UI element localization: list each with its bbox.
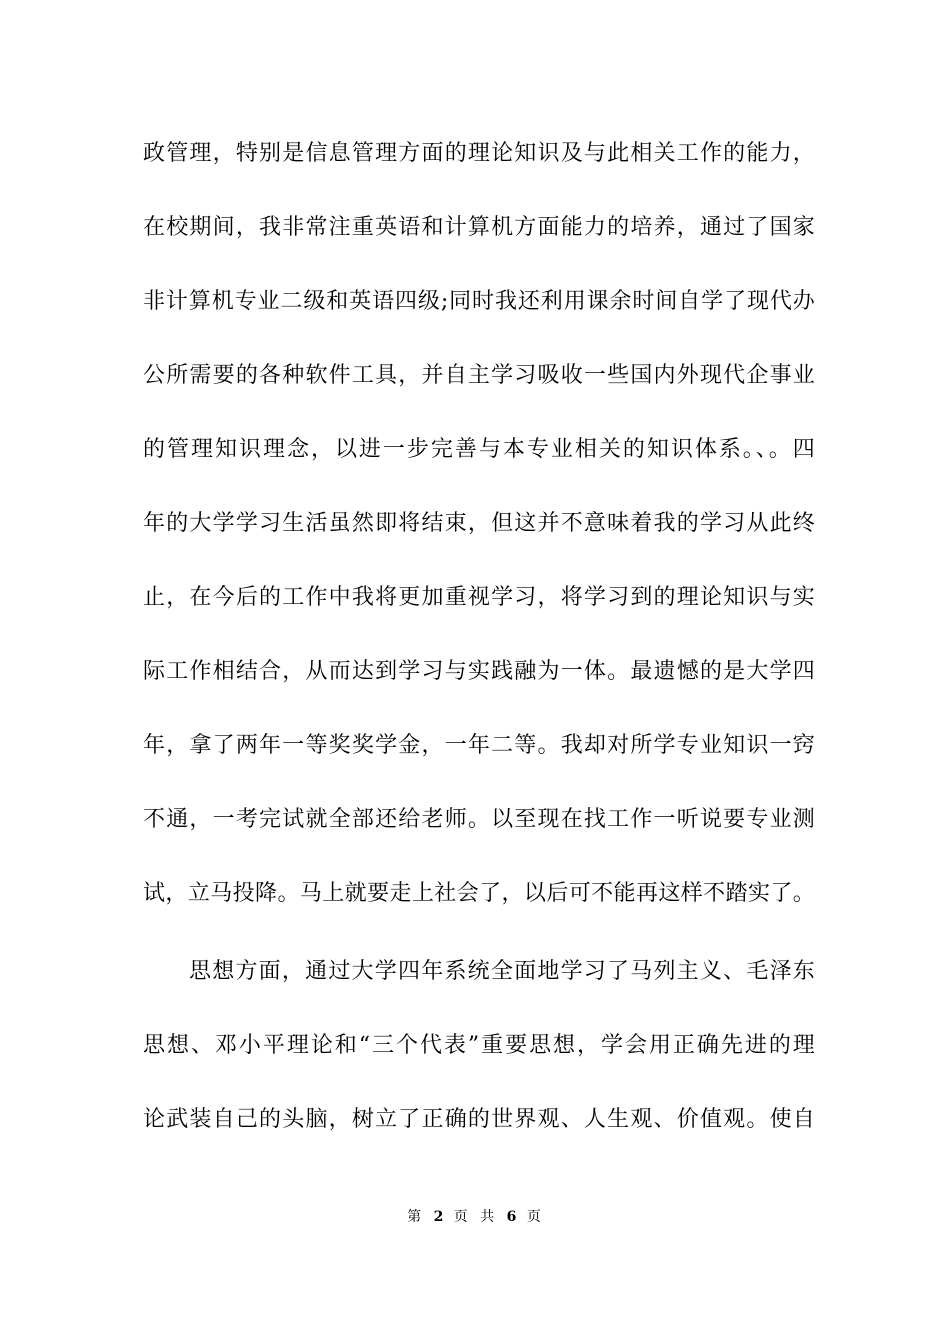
paragraph-line: 公所需要的各种软件工具，并自主学习吸收一些国内外现代企事业 [143,363,815,388]
paragraph-line: 止，在今后的工作中我将更加重视学习，将学习到的理论知识与实 [143,585,815,610]
paragraph-line: 论武装自己的头脑，树立了正确的世界观、人生观、价值观。使自 [143,1107,815,1132]
paragraph-line: 试，立马投降。马上就要走上社会了，以后可不能再这样不踏实了。 [143,881,815,906]
paragraph-line: 的管理知识理念，以进一步完善与本专业相关的知识体系。、。四 [143,437,815,462]
paragraph-line: 年，拿了两年一等奖奖学金，一年二等。我却对所学专业知识一窍 [143,733,815,758]
footer-suffix: 页 [526,1209,543,1225]
paragraph-line: 在校期间，我非常注重英语和计算机方面能力的培养，通过了国家 [143,215,815,240]
page-footer [0,1208,950,1226]
paragraph-line: 年的大学学习生活虽然即将结束，但这并不意味着我的学习从此终 [143,511,815,536]
paragraph-line: 际工作相结合，从而达到学习与实践融为一体。最遗憾的是大学四 [143,659,815,684]
current-page-number: 2 [433,1209,444,1225]
paragraph-line: 非计算机专业二级和英语四级;同时我还利用课余时间自学了现代办 [143,289,815,314]
paragraph-line: 思想方面，通过大学四年系统全面地学习了马列主义、毛泽东 [189,959,815,984]
total-pages-number: 6 [506,1209,517,1225]
footer-middle: 页 共 [453,1209,497,1225]
footer-prefix: 第 [407,1209,424,1225]
paragraph-line: 思想、邓小平理论和“三个代表”重要思想，学会用正确先进的理 [143,1033,815,1058]
paragraph-line: 不通，一考完试就全部还给老师。以至现在找工作一听说要专业测 [143,807,815,832]
paragraph-line: 政管理，特别是信息管理方面的理论知识及与此相关工作的能力， [143,141,815,166]
